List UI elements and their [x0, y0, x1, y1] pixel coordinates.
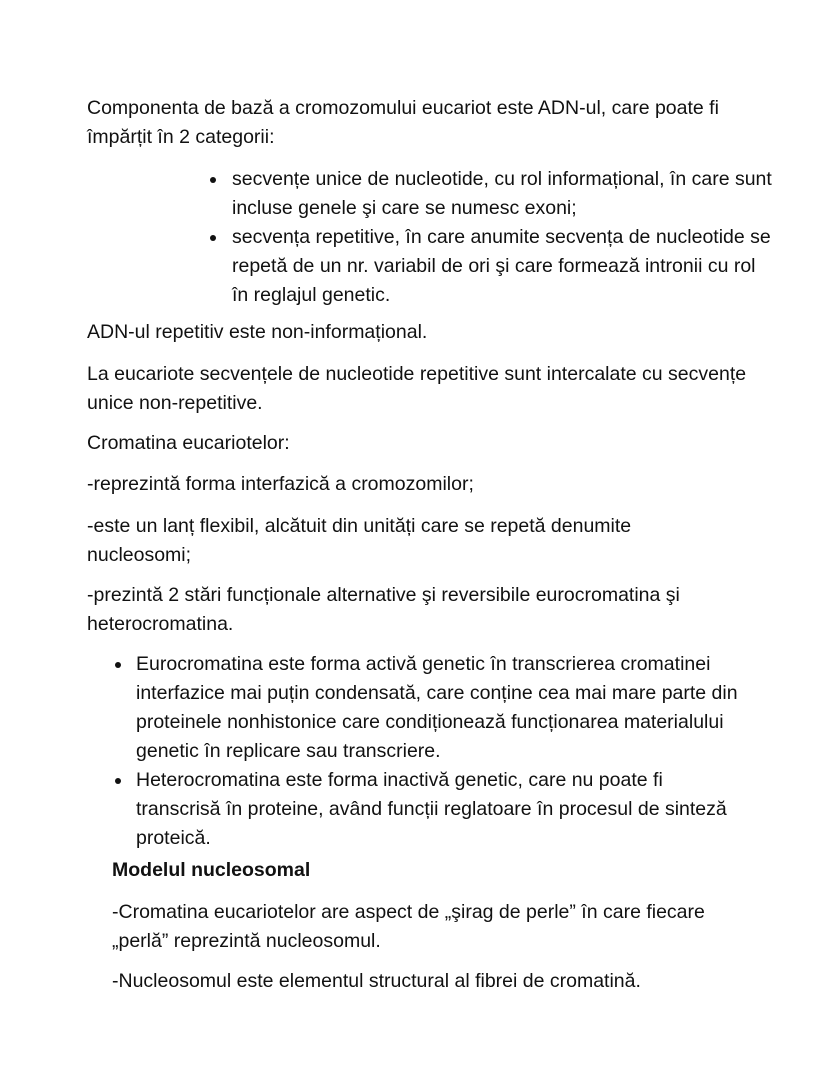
- nucleosome-point: -Cromatina eucariotelor are aspect de „şirag de perle” în care fiecare „perlă” reprezintă nucleosomul.: [112, 901, 705, 952]
- bullet-icon: [115, 778, 121, 784]
- chromatin-point: -este un lanț flexibil, alcătuit din unități care se repetă denumite nucleosomi;: [87, 515, 632, 566]
- bullet-icon: [210, 235, 216, 241]
- intro-paragraph: Componenta de bază a cromozomului eucariot este ADN-ul, care poate fi împărțit în 2 categorii:: [87, 97, 719, 148]
- section-heading: Modelul nucleosomal: [112, 859, 311, 881]
- nucleosome-point: -Nucleosomul este elementul structural al fibrei de cromatină.: [112, 970, 641, 992]
- chromatin-point: -prezintă 2 stări funcționale alternative şi reversibile eurocromatina şi heterocromatina.: [87, 584, 680, 635]
- repetitive-dna-paragraph: ADN-ul repetitiv este non-informațional.: [87, 321, 428, 343]
- bullet-icon: [210, 177, 216, 183]
- dna-categories-list: [232, 165, 772, 310]
- list-item: [232, 165, 772, 223]
- chromatin-title: Cromatina eucariotelor:: [87, 432, 290, 454]
- list-item: [136, 766, 746, 853]
- list-item-text: secvențe unice de nucleotide, cu rol informațional, în care sunt incluse genele şi care se numesc exoni;: [232, 168, 772, 219]
- list-item-text: Heterocromatina este forma inactivă genetic, care nu poate fi transcrisă în proteine, având funcții reglatoare în procesul de sinteză proteică.: [136, 769, 727, 849]
- chromatin-point: -reprezintă forma interfazică a cromozomilor;: [87, 473, 474, 495]
- bullet-icon: [115, 662, 121, 668]
- list-item-text: secvența repetitive, în care anumite secvența de nucleotide se repetă de un nr. variabil de ori şi care formează intronii cu rol în reglajul genetic.: [232, 226, 771, 306]
- list-item: [136, 650, 746, 766]
- intercalate-paragraph: La eucariote secvențele de nucleotide repetitive sunt intercalate cu secvențe unice non-repetitive.: [87, 363, 747, 414]
- list-item-text: Eurocromatina este forma activă genetic în transcrierea cromatinei interfazice mai puțin condensată, care conține cea mai mare parte din proteinele nonhistonice care condiționează funcționarea materialului genetic în replicare sau transcriere.: [136, 653, 738, 762]
- chromatin-types-list: [136, 650, 746, 853]
- list-item: [232, 223, 772, 310]
